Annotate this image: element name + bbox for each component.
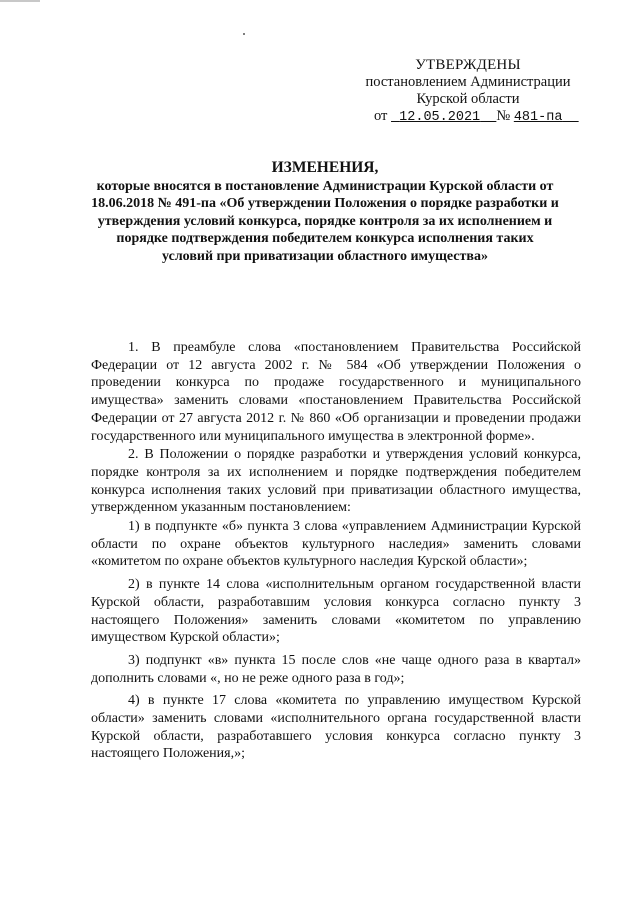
approval-stamp [358,57,578,126]
title-subtitle: которые вносятся в постановление Администрации Курской области от 18.06.2018 № 491-па «Об утверждении Положения о порядке разработки и утверждения условий конкурса, порядке контроля за их исполнением и порядке подтверждения победителем конкурса исполнения таких условий при приватизации областного имущества» [91,178,559,264]
subitem-4: 4) в пункте 17 слова «комитета по управлению имуществом Курской области» заменить словами «исполнительного органа государственной власти Курской области, разработавшего условия конкурса согласно пункту 3 настоящего Положения,»; [91,693,581,762]
title-main: ИЗМЕНЕНИЯ, [271,159,379,176]
approval-date-line [358,108,578,126]
subitem-1: 1) в подпункте «б» пункта 3 слова «управлением Администрации Курской области по охране объектов культурного наследия» заменить словами «комитетом по охране объектов культурного наследия Курской области»; [91,519,581,570]
scan-speck [243,33,245,35]
document-title [90,159,560,266]
paragraph-1: 1. В преамбуле слова «постановлением Правительства Российской Федерации от 12 августа 2002 г. № 584 «Об утверждении Положения о проведении конкурса по продаже государственного и муниципального имущества» заменить словами «постановлением Правительства Российской Федерации от 27 августа 2012 г. № 860 «Об организации и проведении продажи государственного или муниципального имущества в электронной форме». [91,340,581,444]
date-prefix: от [374,108,388,124]
subitem-3: 3) подпункт «в» пункта 15 после слов «не чаще одного раза в квартал» дополнить словами «, но не реже одного раза в год»; [91,652,581,686]
approval-line-2: Курской области [416,91,520,107]
approval-heading: УТВЕРЖДЕНЫ [415,57,521,73]
subitem-2: 2) в пункте 14 слова «исполнительным органом государственной власти Курской области, разработавшим условия конкурса согласно пункту 3 настоящего Положения» заменить словами «комитетом по управлению имуществом Курской области»; [91,577,581,646]
paragraph-2: 2. В Положении о порядке разработки и утверждения условий конкурса, порядке контроля за их исполнением и порядке подтверждения победителем конкурса исполнения таких условий при приватизации областного имущества, утвержденном указанным постановлением: [91,447,581,516]
approval-number: 481-па [513,110,563,125]
approval-date: 12.05.2021 [399,110,481,125]
document-body [91,339,581,768]
number-prefix: № [496,108,511,124]
approval-line-1: постановлением Администрации [365,74,571,90]
scan-corner-mark [0,0,40,2]
